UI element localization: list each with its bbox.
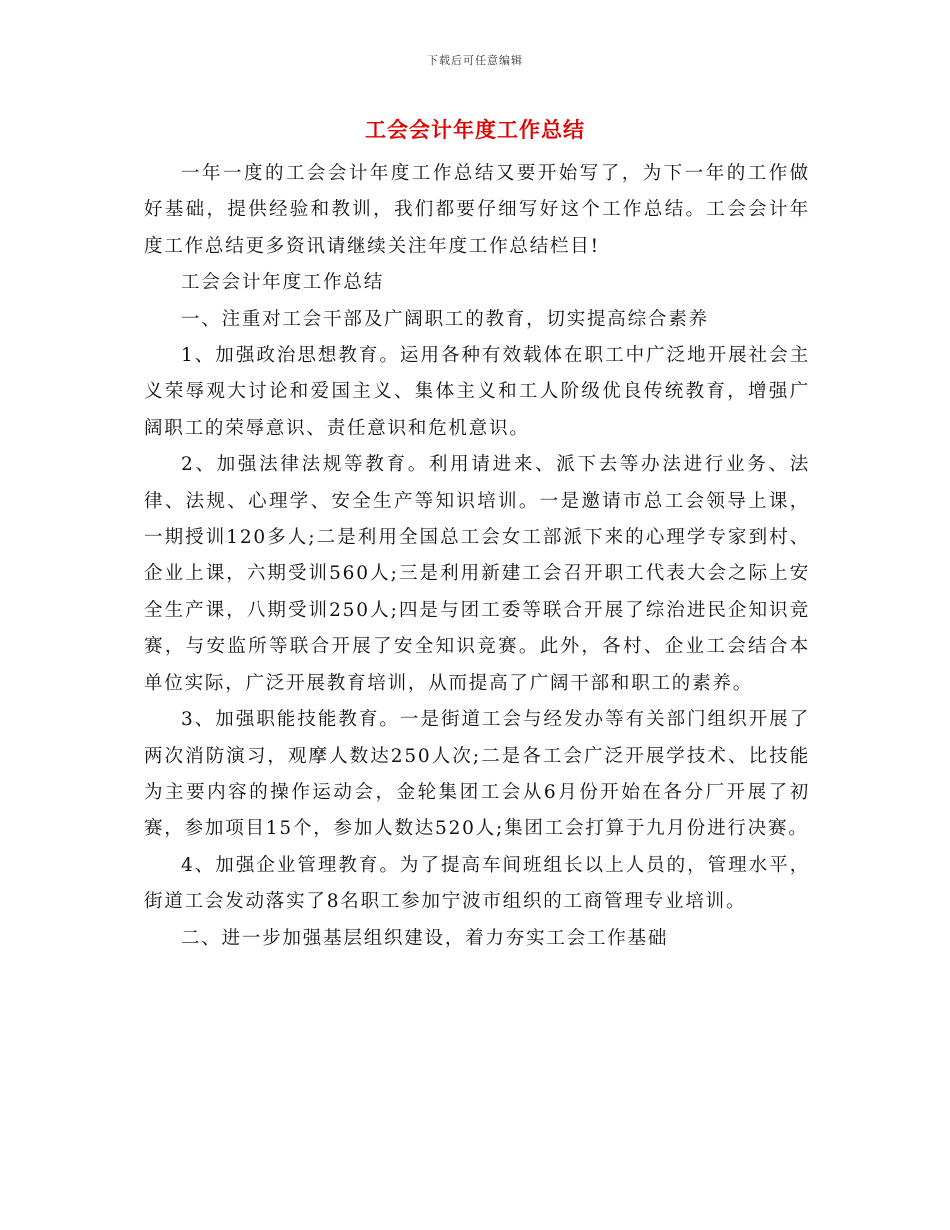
section-heading-1: 一、注重对工会干部及广阔职工的教育，切实提高综合素养 xyxy=(181,308,709,330)
paragraph-item-4: 4、加强企业管理教育。为了提高车间班组长以上人员的，管理水平，街道工会发动落实了8名职工参加宁波市组织的工商管理专业培训。 xyxy=(144,854,810,913)
paragraph-subtitle: 工会会计年度工作总结 xyxy=(181,272,385,294)
document-title: 工会会计年度工作总结 xyxy=(365,118,585,142)
paragraph-intro: 一年一度的工会会计年度工作总结又要开始写了，为下一年的工作做好基础，提供经验和教训，我们都要仔细写好这个工作总结。工会会计年度工作总结更多资讯请继续关注年度工作总结栏目! xyxy=(144,163,810,257)
paragraph-item-3: 3、加强职能技能教育。一是街道工会与经发办等有关部门组织开展了两次消防演习，观摩人数达250人次;二是各工会广泛开展学技术、比技能为主要内容的操作运动会，金轮集团工会从6月份开始在各分厂开展了初赛，参加项目15个，参加人数达520人;集团工会打算于九月份进行决赛。 xyxy=(144,709,810,840)
paragraph-item-2: 2、加强法律法规等教育。利用请进来、派下去等办法进行业务、法律、法规、心理学、安全生产等知识培训。一是邀请市总工会领导上课，一期授训120多人;二是利用全国总工会女工部派下来的心理学专家到村、企业上课，六期受训560人;三是利用新建工会召开职工代表大会之际上安全生产课，八期受训250人;四是与团工委等联合开展了综治进民企知识竞赛，与安监所等联合开展了安全知识竞赛。此外，各村、企业工会结合本单位实际，广泛开展教育培训，从而提高了广阔干部和职工的素养。 xyxy=(144,454,810,694)
document-body xyxy=(144,156,810,957)
header-note: 下载后可任意编辑 xyxy=(427,54,523,67)
section-heading-2: 二、进一步加强基层组织建设，着力夯实工会工作基础 xyxy=(181,927,669,949)
paragraph-item-1: 1、加强政治思想教育。运用各种有效载体在职工中广泛地开展社会主义荣辱观大讨论和爱国主义、集体主义和工人阶级优良传统教育，增强广阔职工的荣辱意识、责任意识和危机意识。 xyxy=(144,345,810,439)
